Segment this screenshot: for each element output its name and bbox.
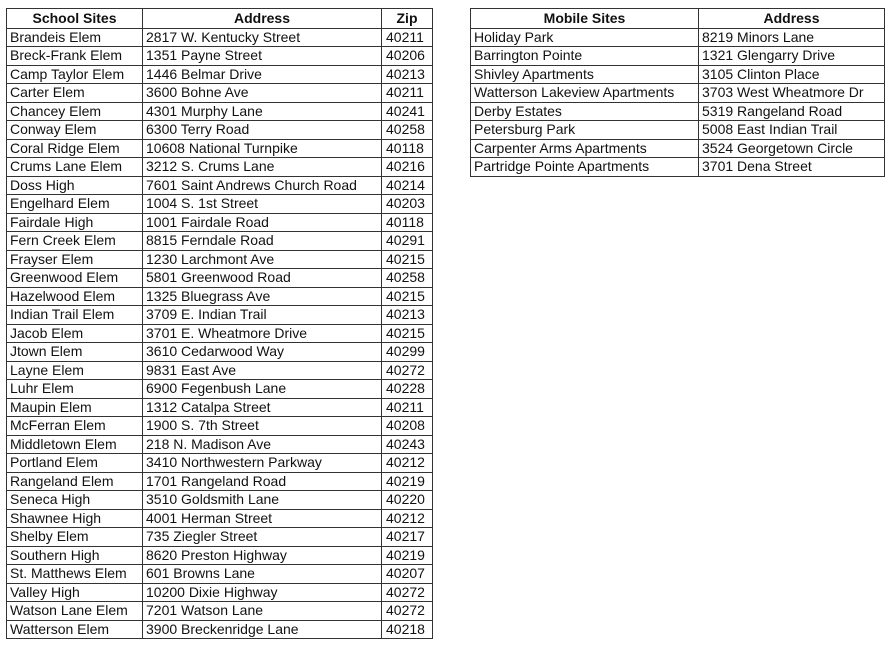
header-row (471, 9, 885, 29)
school-name-cell: Middletown Elem (7, 435, 143, 454)
table-row (7, 176, 433, 195)
zip-cell: 40243 (382, 435, 433, 454)
address-cell: 3105 Clinton Place (699, 65, 885, 84)
address-cell: 218 N. Madison Ave (143, 435, 382, 454)
mobile-site-name-cell: Petersburg Park (471, 121, 699, 140)
zip-cell: 40118 (382, 139, 433, 158)
school-name-cell: Watson Lane Elem (7, 602, 143, 621)
zip-cell: 40258 (382, 269, 433, 288)
mobile-site-name-cell: Shivley Apartments (471, 65, 699, 84)
address-cell: 1701 Rangeland Road (143, 472, 382, 491)
table-row (7, 47, 433, 66)
table-row (7, 361, 433, 380)
mobile-site-name-cell: Partridge Pointe Apartments (471, 158, 699, 177)
table-row (7, 232, 433, 251)
zip-cell: 40299 (382, 343, 433, 362)
table-row (7, 269, 433, 288)
zip-cell: 40215 (382, 250, 433, 269)
address-cell: 601 Browns Lane (143, 565, 382, 584)
zip-cell: 40216 (382, 158, 433, 177)
table-row (7, 195, 433, 214)
table-row (7, 546, 433, 565)
zip-cell: 40219 (382, 546, 433, 565)
table-row (471, 65, 885, 84)
address-cell: 1446 Belmar Drive (143, 65, 382, 84)
address-cell: 1312 Catalpa Street (143, 398, 382, 417)
table-row (7, 454, 433, 473)
zip-cell: 40212 (382, 454, 433, 473)
table-row (7, 102, 433, 121)
school-name-cell: Greenwood Elem (7, 269, 143, 288)
address-cell: 2817 W. Kentucky Street (143, 28, 382, 47)
address-cell: 7601 Saint Andrews Church Road (143, 176, 382, 195)
zip-cell: 40215 (382, 287, 433, 306)
table-row (471, 28, 885, 47)
zip-cell: 40203 (382, 195, 433, 214)
table-row (7, 28, 433, 47)
table-row (7, 509, 433, 528)
table-row (7, 343, 433, 362)
table-row (7, 417, 433, 436)
address-cell: 3410 Northwestern Parkway (143, 454, 382, 473)
school-name-cell: Luhr Elem (7, 380, 143, 399)
address-cell: 1230 Larchmont Ave (143, 250, 382, 269)
address-cell: 3703 West Wheatmore Dr (699, 84, 885, 103)
zip-cell: 40213 (382, 65, 433, 84)
school-name-cell: Coral Ridge Elem (7, 139, 143, 158)
school-name-cell: St. Matthews Elem (7, 565, 143, 584)
school-name-cell: Frayser Elem (7, 250, 143, 269)
school-name-cell: Jtown Elem (7, 343, 143, 362)
mobile-site-name-cell: Holiday Park (471, 28, 699, 47)
address-cell: 8815 Ferndale Road (143, 232, 382, 251)
address-cell: 1321 Glengarry Drive (699, 47, 885, 66)
zip-cell: 40218 (382, 620, 433, 639)
address-cell: 8620 Preston Highway (143, 546, 382, 565)
zip-cell: 40211 (382, 84, 433, 103)
school-name-cell: Carter Elem (7, 84, 143, 103)
address-cell: 4301 Murphy Lane (143, 102, 382, 121)
school-name-cell: Shelby Elem (7, 528, 143, 547)
zip-cell: 40291 (382, 232, 433, 251)
address-cell: 1004 S. 1st Street (143, 195, 382, 214)
school-name-cell: Chancey Elem (7, 102, 143, 121)
school-name-cell: Watterson Elem (7, 620, 143, 639)
address-cell: 1325 Bluegrass Ave (143, 287, 382, 306)
school-name-cell: Doss High (7, 176, 143, 195)
table-row (471, 158, 885, 177)
school-name-cell: Shawnee High (7, 509, 143, 528)
school-name-cell: Portland Elem (7, 454, 143, 473)
zip-cell: 40208 (382, 417, 433, 436)
zip-cell: 40272 (382, 583, 433, 602)
address-cell: 1001 Fairdale Road (143, 213, 382, 232)
table-row (7, 158, 433, 177)
school-name-cell: Valley High (7, 583, 143, 602)
table-row (7, 324, 433, 343)
zip-cell: 40272 (382, 602, 433, 621)
address-cell: 5319 Rangeland Road (699, 102, 885, 121)
address-cell: 1351 Payne Street (143, 47, 382, 66)
table-row (471, 139, 885, 158)
school-name-cell: Southern High (7, 546, 143, 565)
address-cell: 3610 Cedarwood Way (143, 343, 382, 362)
address-cell: 5801 Greenwood Road (143, 269, 382, 288)
address-cell: 3510 Goldsmith Lane (143, 491, 382, 510)
header-address: Address (699, 9, 885, 29)
school-name-cell: Hazelwood Elem (7, 287, 143, 306)
address-cell: 10200 Dixie Highway (143, 583, 382, 602)
address-cell: 5008 East Indian Trail (699, 121, 885, 140)
table-row (7, 213, 433, 232)
address-cell: 6900 Fegenbush Lane (143, 380, 382, 399)
address-cell: 3701 E. Wheatmore Drive (143, 324, 382, 343)
zip-cell: 40219 (382, 472, 433, 491)
school-name-cell: Engelhard Elem (7, 195, 143, 214)
table-row (7, 398, 433, 417)
zip-cell: 40215 (382, 324, 433, 343)
address-cell: 3524 Georgetown Circle (699, 139, 885, 158)
school-name-cell: McFerran Elem (7, 417, 143, 436)
zip-cell: 40228 (382, 380, 433, 399)
school-name-cell: Seneca High (7, 491, 143, 510)
school-name-cell: Crums Lane Elem (7, 158, 143, 177)
address-cell: 735 Ziegler Street (143, 528, 382, 547)
table-row (7, 472, 433, 491)
zip-cell: 40241 (382, 102, 433, 121)
table-row (7, 121, 433, 140)
table-row (7, 84, 433, 103)
school-name-cell: Breck-Frank Elem (7, 47, 143, 66)
zip-cell: 40217 (382, 528, 433, 547)
address-cell: 7201 Watson Lane (143, 602, 382, 621)
zip-cell: 40118 (382, 213, 433, 232)
zip-cell: 40258 (382, 121, 433, 140)
address-cell: 3600 Bohne Ave (143, 84, 382, 103)
table-row (7, 380, 433, 399)
address-cell: 3900 Breckenridge Lane (143, 620, 382, 639)
table-row (471, 47, 885, 66)
school-name-cell: Rangeland Elem (7, 472, 143, 491)
school-name-cell: Layne Elem (7, 361, 143, 380)
address-cell: 3701 Dena Street (699, 158, 885, 177)
table-row (7, 287, 433, 306)
table-row (7, 491, 433, 510)
table-row (7, 602, 433, 621)
table-row (7, 435, 433, 454)
table-row (7, 565, 433, 584)
table-row (471, 102, 885, 121)
address-cell: 3212 S. Crums Lane (143, 158, 382, 177)
address-cell: 4001 Herman Street (143, 509, 382, 528)
table-row (7, 65, 433, 84)
school-name-cell: Fairdale High (7, 213, 143, 232)
school-name-cell: Indian Trail Elem (7, 306, 143, 325)
table-row (471, 121, 885, 140)
header-mobile-sites: Mobile Sites (471, 9, 699, 29)
zip-cell: 40212 (382, 509, 433, 528)
zip-cell: 40206 (382, 47, 433, 66)
mobile-site-name-cell: Derby Estates (471, 102, 699, 121)
header-address: Address (143, 9, 382, 29)
table-row (7, 250, 433, 269)
zip-cell: 40220 (382, 491, 433, 510)
zip-cell: 40207 (382, 565, 433, 584)
mobile-site-name-cell: Barrington Pointe (471, 47, 699, 66)
table-row (471, 84, 885, 103)
zip-cell: 40211 (382, 28, 433, 47)
header-zip: Zip (382, 9, 433, 29)
zip-cell: 40214 (382, 176, 433, 195)
address-cell: 3709 E. Indian Trail (143, 306, 382, 325)
address-cell: 6300 Terry Road (143, 121, 382, 140)
table-row (7, 139, 433, 158)
address-cell: 8219 Minors Lane (699, 28, 885, 47)
school-name-cell: Camp Taylor Elem (7, 65, 143, 84)
school-name-cell: Fern Creek Elem (7, 232, 143, 251)
school-name-cell: Conway Elem (7, 121, 143, 140)
school-name-cell: Jacob Elem (7, 324, 143, 343)
mobile-site-name-cell: Carpenter Arms Apartments (471, 139, 699, 158)
table-row (7, 583, 433, 602)
address-cell: 1900 S. 7th Street (143, 417, 382, 436)
zip-cell: 40272 (382, 361, 433, 380)
table-row (7, 306, 433, 325)
school-name-cell: Brandeis Elem (7, 28, 143, 47)
zip-cell: 40213 (382, 306, 433, 325)
mobile-sites-table (470, 8, 885, 177)
table-row (7, 528, 433, 547)
mobile-site-name-cell: Watterson Lakeview Apartments (471, 84, 699, 103)
school-sites-table (6, 8, 433, 639)
header-school-sites: School Sites (7, 9, 143, 29)
address-cell: 9831 East Ave (143, 361, 382, 380)
zip-cell: 40211 (382, 398, 433, 417)
school-name-cell: Maupin Elem (7, 398, 143, 417)
address-cell: 10608 National Turnpike (143, 139, 382, 158)
table-row (7, 620, 433, 639)
header-row (7, 9, 433, 29)
